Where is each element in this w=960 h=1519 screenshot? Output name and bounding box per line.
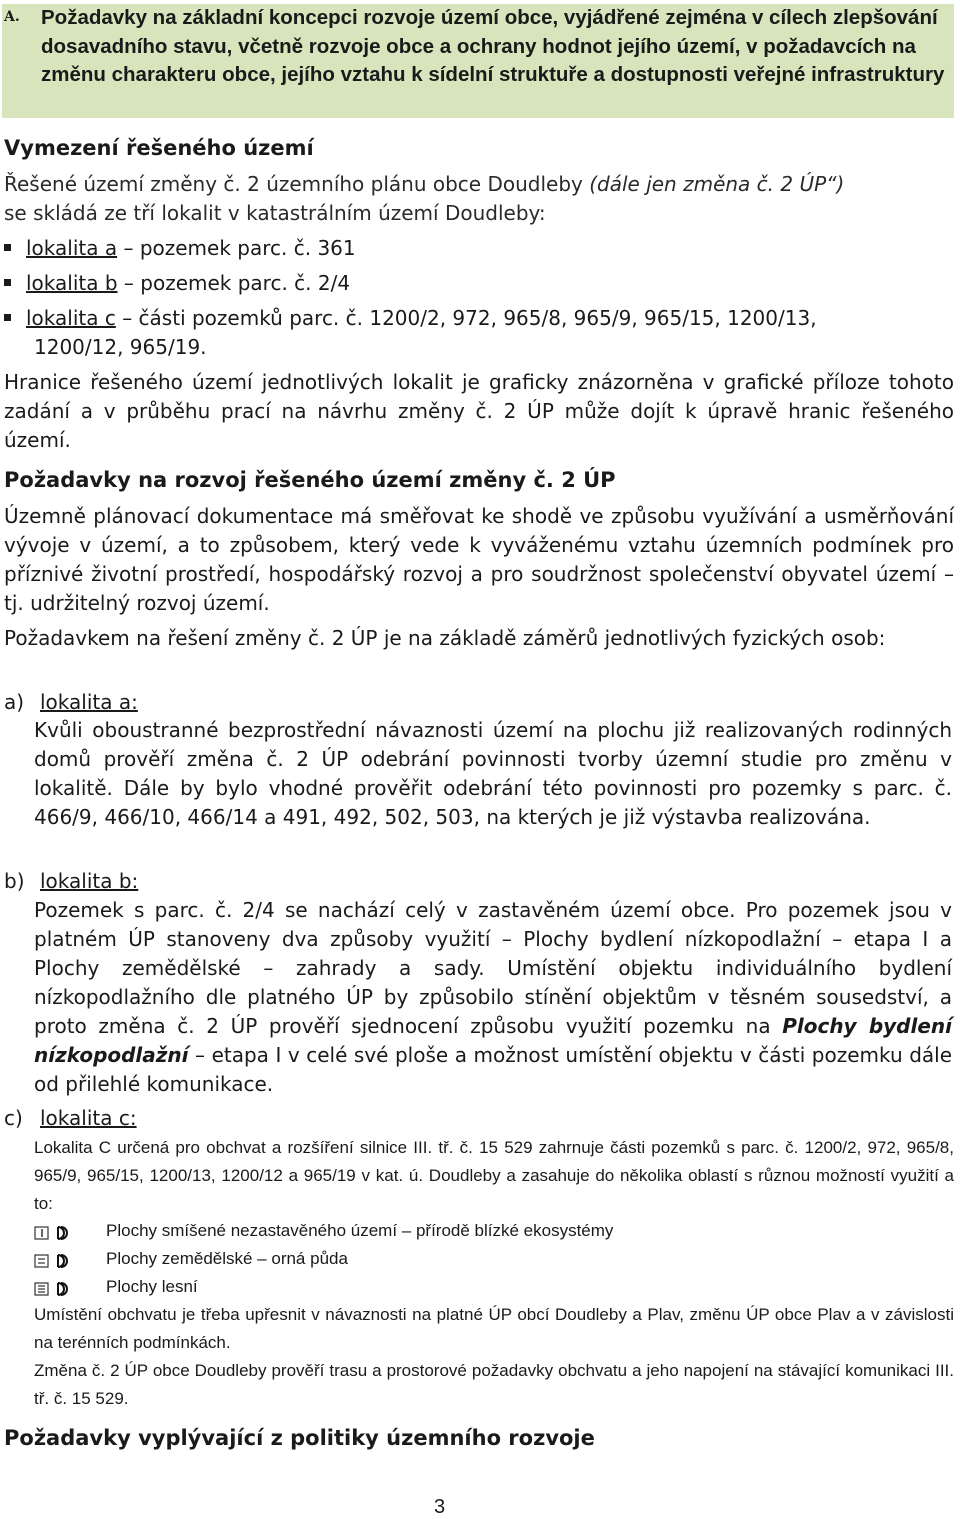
item-marker-a: a) <box>4 690 25 714</box>
list-item <box>26 234 954 263</box>
land-use-item: Plochy smíšené nezastavěného území – přírodě blízké ekosystémy <box>106 1221 614 1240</box>
bullet-marker <box>4 279 11 286</box>
territory-intro-italic: (dále jen změna č. 2 ÚP“) <box>589 172 845 196</box>
numbered-list-icon-3 <box>34 1280 74 1298</box>
item-text-c-2: Umístění obchvatu je třeba upřesnit v návaznosti na platné ÚP obcí Doudleby a Plav, změnu ÚP obce Plav a v závislosti na terénních podmínkách. <box>34 1305 954 1352</box>
list-item-label: lokalita a <box>26 236 118 260</box>
page-number: 3 <box>434 1496 446 1518</box>
item-text-c-3: Změna č. 2 ÚP obce Doudleby prověří trasu a prostorové požadavky obchvatu a jeho napojení na stávající komunikaci III. tř. č. 15 529. <box>34 1361 954 1408</box>
numbered-list-icon-1 <box>34 1224 74 1242</box>
item-label-a: lokalita a: <box>40 690 138 714</box>
item-label-c: lokalita c: <box>40 1106 137 1130</box>
boundary-paragraph: Hranice řešeného území jednotlivých lokalit je graficky znázorněna v grafické příloze tohoto zadání a v průběhu prací na návrhu změny č. 2 ÚP může dojít k úpravě hranic řešeného území. <box>4 370 954 452</box>
chapter-heading: Požadavky na základní koncepci rozvoje území obce, vyjádřené zejména v cílech zlepšování dosavadního stavu, včetně rozvoje obce a ochrany hodnot jejího území, v požadavcích na změnu charakteru obce, jejího vztahu k sídelní struktuře a dostupnosti veřejné infrastruktury <box>41 6 945 86</box>
land-use-item: Plochy lesní <box>106 1277 198 1296</box>
list-item <box>26 269 954 298</box>
territory-intro-text: Řešené území změny č. 2 územního plánu obce Doudleby <box>4 172 590 196</box>
item-text-b-bold: Plochy bydlení nízkopodlažní <box>34 1014 953 1067</box>
item-text-c: Lokalita C určená pro obchvat a rozšíření silnice III. tř. č. 15 529 zahrnuje části pozemků s parc. č. 1200/2, 972, 965/8, 965/9, 965/15, 1200/13, 1200/12 a 965/19 v kat. ú. Doudleby a zasahuje do několika oblastí s různou možností využití a to: <box>34 1138 954 1213</box>
item-text-b <box>34 896 952 1099</box>
section-title-policy: Požadavky vyplývající z politiky územního rozvoje <box>4 1426 595 1450</box>
list-item-label: lokalita b <box>26 271 118 295</box>
item-text-b-part2: – etapa I v celé své ploše a možnost umístění objektu v části pozemku dále od přilehlé komunikace. <box>34 1043 952 1096</box>
item-text-a: Kvůli oboustranné bezprostřední návaznosti území na plochu již realizovaných rodinných domů prověří změna č. 2 ÚP odebrání povinnosti tvorby územní studie pro změnu v lokalitě. Dále by bylo vhodné prověřit odebrání této povinnosti pro pozemky s parc. č. 466/9, 466/10, 466/14 a 491, 492, 502, 503, na kterých je již výstavba realizována. <box>34 718 952 829</box>
bullet-marker <box>4 314 11 321</box>
list-item <box>26 304 954 333</box>
item-marker-c: c) <box>4 1106 23 1130</box>
numbered-list-icon-2 <box>34 1252 74 1270</box>
item-label-b: lokalita b: <box>40 869 139 893</box>
item-marker-b: b) <box>4 869 25 893</box>
territory-intro-text-2: se skládá ze tří lokalit v katastrálním území Doudleby: <box>4 201 546 225</box>
section-title-territory: Vymezení řešeného území <box>4 136 314 160</box>
paragraph-requirement: Požadavkem na řešení změny č. 2 ÚP je na základě záměrů jednotlivých fyzických osob: <box>4 626 886 650</box>
chapter-letter: A. <box>4 9 20 25</box>
list-item-continuation: 1200/12, 965/19. <box>34 335 207 359</box>
list-item-text: – části pozemků parc. č. 1200/2, 972, 965/8, 965/9, 965/15, 1200/13, <box>115 306 817 330</box>
list-item-text: – pozemek parc. č. 2/4 <box>117 271 351 295</box>
list-item-text: – pozemek parc. č. 361 <box>117 236 356 260</box>
land-use-item: Plochy zemědělské – orná půda <box>106 1249 348 1268</box>
territory-intro <box>4 170 954 228</box>
paragraph-purpose: Územně plánovací dokumentace má směřovat ke shodě ve způsobu využívání a usměrňování vývoje v území, a to způsobem, který vede k vyváženému vztahu územních podmínek pro příznivé životní prostředí, hospodářský rozvoj a pro soudržnost společenství obyvatel území – tj. udržitelný rozvoj území. <box>4 504 954 615</box>
section-title-requirements: Požadavky na rozvoj řešeného území změny č. 2 ÚP <box>4 468 616 492</box>
list-item-label: lokalita c <box>26 306 116 330</box>
item-text-b-part1: Pozemek s parc. č. 2/4 se nachází celý v zastavěném území obce. Pro pozemek jsou v platném ÚP stanoveny dva způsoby využití – Plochy bydlení nízkopodlažní – etapa I a Plochy zemědělské – zahrady a sady. Umístění objektu individuálního bydlení nízkopodlažního dle platného ÚP by způsobilo stínění objektům v těsném sousedství, a proto změna č. 2 ÚP prověří sjednocení způsobu využití pozemku na <box>34 898 952 1038</box>
bullet-marker <box>4 244 11 251</box>
